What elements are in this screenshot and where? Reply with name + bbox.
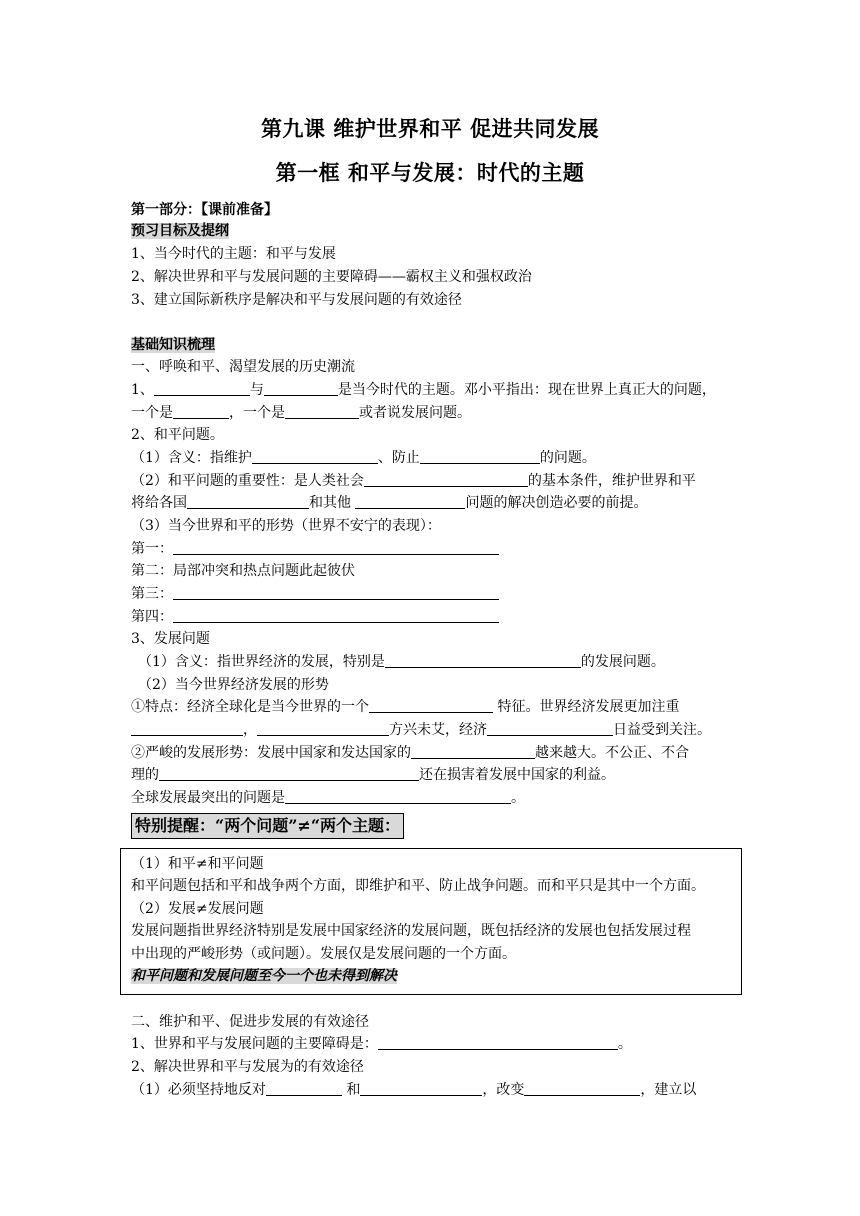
text-line: 第二：局部冲突和热点问题此起彼伏 [131,563,355,579]
box-line-emphasis [131,967,397,985]
blank[interactable] [487,721,613,736]
text-line: （1）必须坚持地反对 和 ，改变 ，建立以 [131,1082,697,1098]
text-line: 1、 与 是当今时代的主题。邓小平指出：现在世界上真正大的问题， [131,382,716,398]
blank[interactable] [264,381,338,396]
text-line: （3）当今世界和平的形势（世界不安宁的表现）： [131,518,441,534]
blank[interactable] [355,494,465,509]
preview-item: 3、建立国际新秩序是解决和平与发展问题的有效途径 [131,292,462,308]
box-line: 中出现的严峻形势（或问题）。发展仅是发展问题的一个方面。 [131,946,516,962]
blank[interactable] [285,789,511,804]
blank[interactable] [285,404,359,419]
box-line: 和平问题包括和平和战争两个方面，即维护和平、防止战争问题。而和平只是其中一个方面。 [131,878,705,894]
text-line: 全球发展最突出的问题是 。 [131,790,525,806]
blank[interactable] [524,1081,640,1096]
text-line: （1）含义：指维护 、防止 的问题。 [131,450,596,466]
frame-title: 第一框 和平与发展：时代的主题 [275,160,585,185]
text-line: ①特点：经济全球化是当今世界的一个 特征。世界经济发展更加注重 [131,699,680,715]
reminder-box [120,848,742,995]
box-line: 发展问题指世界经济特别是发展中国家经济的发展问题，既包括经济的发展也包括发展过程 [131,923,691,939]
section-two-heading: 二、维护和平、促进步发展的有效途径 [131,1014,369,1030]
blank[interactable] [173,404,229,419]
text-line: 第一： [131,540,499,558]
text-line: 将给各国 和其他 问题的解决创造必要的前提。 [131,495,648,511]
blank[interactable] [187,494,309,509]
blank[interactable] [360,1081,482,1096]
box-line: （2）发展≠发展问题 [131,901,264,917]
blank[interactable] [173,608,499,623]
box-line: （1）和平≠和平问题 [131,856,264,872]
text-line: （2）和平问题的重要性：是人类社会 的基本条件，维护世界和平 [131,473,696,489]
blank[interactable] [131,721,243,736]
text-line: 理的 还在损害着发展中国家的利益。 [131,767,615,783]
blank[interactable] [266,1081,342,1096]
preview-item: 1、当今时代的主题：和平与发展 [131,246,336,262]
text-line: （1）含义：指世界经济的发展，特别是 的发展问题。 [138,654,665,670]
emphasis-text: 和平问题和发展问题至今一个也未得到解决 [131,968,397,984]
text-line: 第四： [131,608,499,626]
blank[interactable] [378,1035,618,1050]
blank[interactable] [420,449,540,464]
text-line: 2、和平问题。 [131,427,224,443]
blank[interactable] [364,472,528,487]
blank[interactable] [257,721,389,736]
section-one-heading: 一、呼唤和平、渴望发展的历史潮流 [131,359,355,375]
special-reminder-label: 特别提醒：“两个问题”≠“两个主题： [131,813,404,839]
blank[interactable] [159,766,419,781]
blank[interactable] [154,381,250,396]
blank[interactable] [369,698,493,713]
text-line: 3、发展问题 [131,631,210,647]
basics-heading [131,336,215,354]
text-line: 一个是 ，一个是 或者说发展问题。 [131,405,471,421]
text-line: ， 方兴未艾，经济 日益受到关注。 [131,721,711,739]
blank[interactable] [173,585,499,600]
text-line: ②严峻的发展形势：发展中国家和发达国家的 越来越大。不公正、不合 [131,745,689,761]
blank[interactable] [252,449,378,464]
blank[interactable] [385,653,581,668]
text-line: 1、世界和平与发展问题的主要障碍是： 。 [131,1036,632,1052]
text-line: 2、解决世界和平与发展为的有效途径 [131,1059,364,1075]
part-heading: 第一部分：【课前准备】 [131,202,278,218]
lesson-title: 第九课 维护世界和平 促进共同发展 [260,116,600,141]
preview-heading-text: 预习目标及提纲 [131,223,229,239]
blank[interactable] [411,744,535,759]
basics-heading-text: 基础知识梳理 [131,337,215,353]
text-line: （2）当今世界经济发展的形势 [138,677,329,693]
preview-heading [131,222,229,240]
preview-item: 2、解决世界和平与发展问题的主要障碍——霸权主义和强权政治 [131,269,532,285]
text-line: 第三： [131,585,499,603]
blank[interactable] [173,540,499,555]
